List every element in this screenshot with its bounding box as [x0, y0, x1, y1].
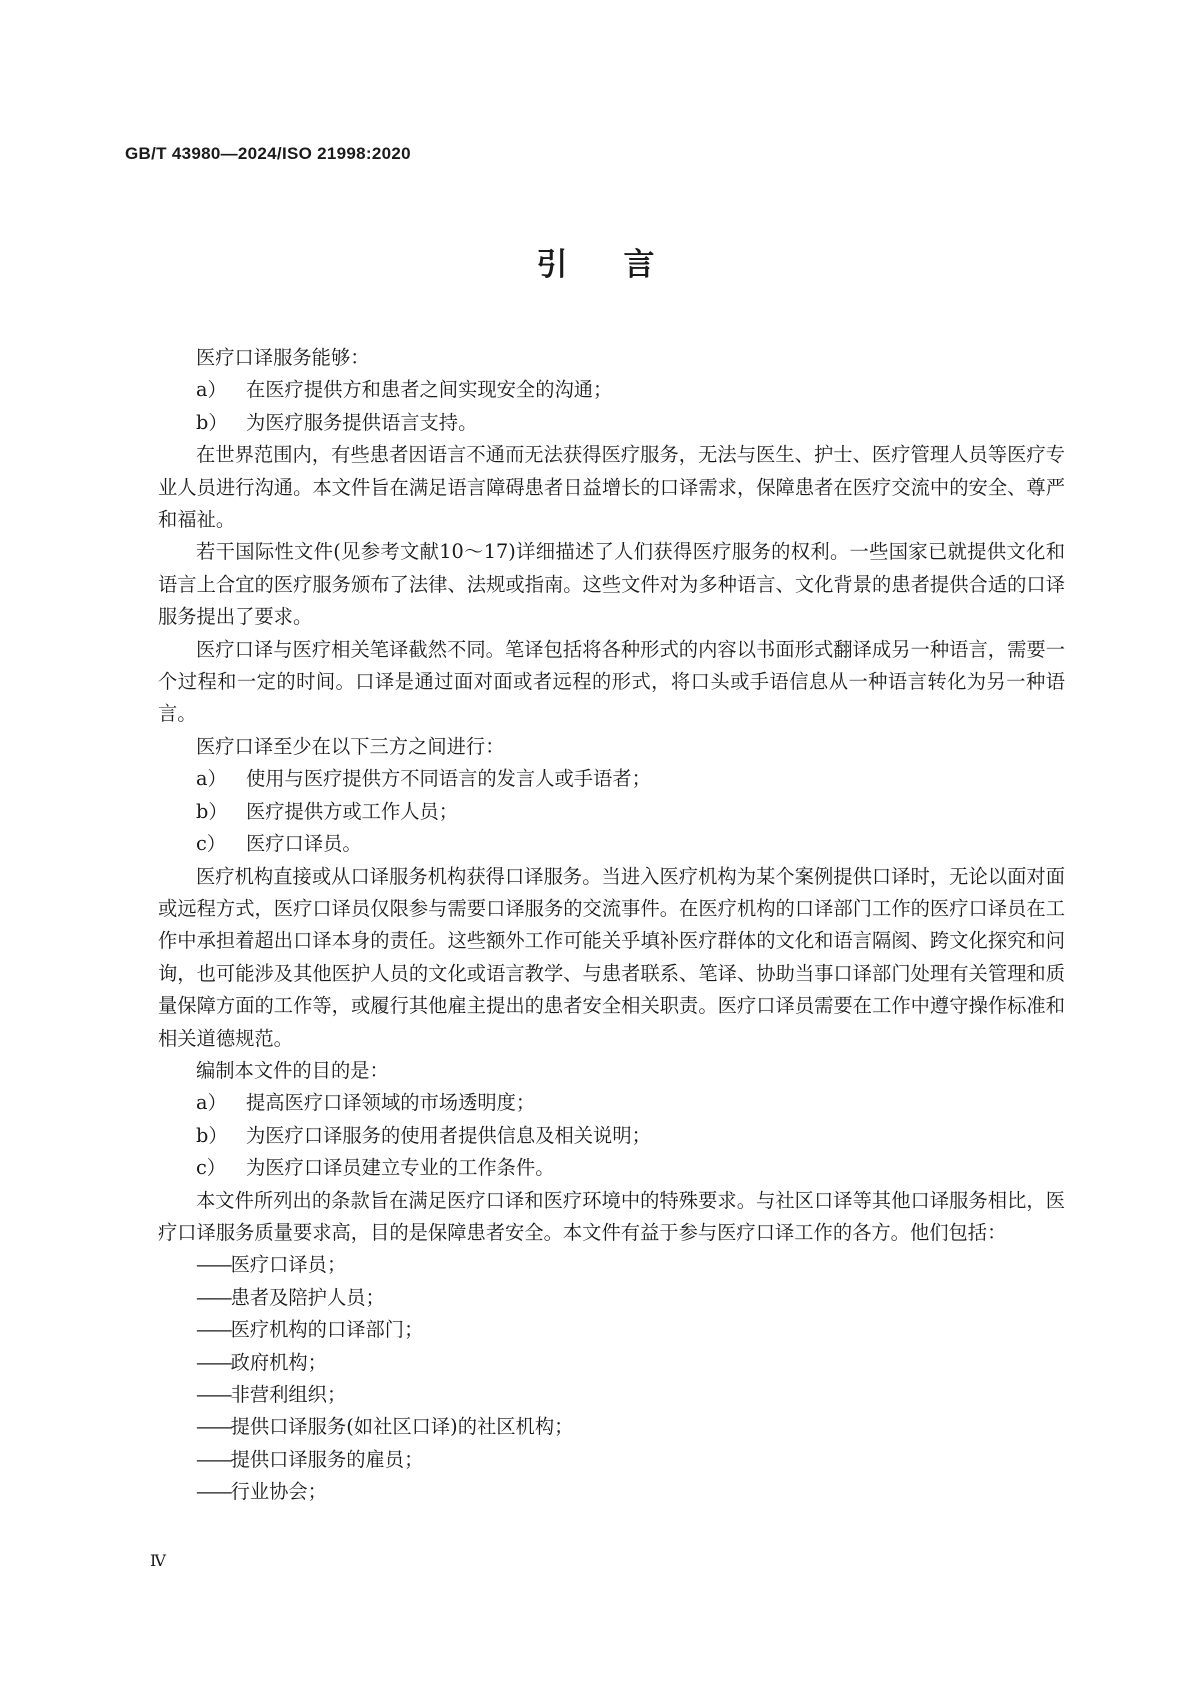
dash-marker: —— [196, 1350, 231, 1374]
list-marker: b） [196, 1123, 228, 1147]
list-marker: c） [196, 1156, 227, 1180]
dash-list-item [158, 1347, 1065, 1379]
document-body [158, 342, 1065, 1509]
dash-list-item [158, 1314, 1065, 1346]
dash-list-item [158, 1476, 1065, 1508]
list-item-text: 为医疗口译员建立专业的工作条件。 [246, 1156, 555, 1180]
dash-marker: —— [196, 1253, 231, 1277]
dash-marker: —— [196, 1285, 231, 1309]
page-title: 引言 [536, 247, 711, 283]
list-item-text: 医疗提供方或工作人员； [246, 799, 459, 823]
standard-code: GB/T 43980—2024/ISO 21998:2020 [125, 144, 411, 163]
list-item [158, 407, 1065, 439]
dash-list-item [158, 1379, 1065, 1411]
dash-item-text: 政府机构； [230, 1350, 327, 1374]
list-item-text: 为医疗口译服务的使用者提供信息及相关说明； [246, 1123, 651, 1147]
paragraph: 编制本文件的目的是： [196, 1058, 389, 1082]
list-marker: a） [196, 767, 227, 791]
paragraph: 若干国际性文件(见参考文献10～17)详细描述了人们获得医疗服务的权利。一些国家已就提供文化和语言上合宜的医疗服务颁布了法律、法规或指南。这些文件对为多种语言、文化背景的患者提供合适的口译服务提出了要求。 [158, 540, 1065, 629]
list-item [158, 1120, 1065, 1152]
list-item-text: 提高医疗口译领域的市场透明度； [246, 1091, 536, 1115]
dash-marker: —— [196, 1318, 231, 1342]
list-item-text: 为医疗服务提供语言支持。 [246, 410, 478, 434]
paragraph: 在世界范围内，有些患者因语言不通而无法获得医疗服务，无法与医生、护士、医疗管理人员等医疗专业人员进行沟通。本文件旨在满足语言障碍患者日益增长的口译需求，保障患者在医疗交流中的安全、尊严和福祉。 [158, 443, 1065, 532]
paragraph: 医疗口译与医疗相关笔译截然不同。笔译包括将各种形式的内容以书面形式翻译成另一种语言，需要一个过程和一定的时间。口译是通过面对面或者远程的形式，将口头或手语信息从一种语言转化为另一种语言。 [158, 637, 1065, 726]
dash-marker: —— [196, 1447, 231, 1471]
dash-list-item [158, 1282, 1065, 1314]
list-marker: a） [196, 1091, 227, 1115]
dash-marker: —— [196, 1415, 231, 1439]
dash-item-text: 行业协会； [230, 1480, 327, 1504]
page-number: Ⅳ [150, 1551, 166, 1570]
list-item-text: 医疗口译员。 [246, 832, 362, 856]
dash-item-text: 提供口译服务(如社区口译)的社区机构； [230, 1415, 574, 1439]
list-item [158, 374, 1065, 406]
dash-item-text: 非营利组织； [230, 1383, 347, 1406]
list-item [158, 796, 1065, 828]
dash-item-text: 患者及陪护人员； [230, 1285, 385, 1309]
list-item [158, 828, 1065, 860]
paragraph: 本文件所列出的条款旨在满足医疗口译和医疗环境中的特殊要求。与社区口译等其他口译服务相比，医疗口译服务质量要求高，目的是保障患者安全。本文件有益于参与医疗口译工作的各方。他们包括： [158, 1188, 1065, 1244]
dash-list-item [158, 1444, 1065, 1476]
list-marker: b） [196, 410, 228, 434]
list-marker: b） [196, 799, 228, 823]
paragraph: 医疗机构直接或从口译服务机构获得口译服务。当进入医疗机构为某个案例提供口译时，无论以面对面或远程方式，医疗口译员仅限参与需要口译服务的交流事件。在医疗机构的口译部门工作的医疗口译员在工作中承担着超出口译本身的责任。这些额外工作可能关乎填补医疗群体的文化和语言隔阂、跨文化探究和问询，也可能涉及其他医护人员的文化或语言教学、与患者联系、笔译、协助当事口译部门处理有关管理和质量保障方面的工作等，或履行其他雇主提出的患者安全相关职责。医疗口译员需要在工作中遵守操作标准和相关道德规范。 [158, 864, 1065, 1050]
list-item-text: 使用与医疗提供方不同语言的发言人或手语者； [246, 767, 651, 791]
dash-item-text: 提供口译服务的雇员； [230, 1447, 424, 1471]
dash-list-item [158, 1249, 1065, 1281]
dash-marker: —— [196, 1383, 231, 1406]
dash-item-text: 医疗口译员； [230, 1253, 347, 1277]
paragraph: 医疗口译至少在以下三方之间进行： [196, 734, 505, 758]
list-item-text: 在医疗提供方和患者之间实现安全的沟通； [246, 378, 613, 402]
list-marker: a） [196, 378, 227, 402]
dash-list-item [158, 1411, 1065, 1443]
dash-marker: —— [196, 1480, 231, 1504]
list-item [158, 1087, 1065, 1119]
list-item [158, 1152, 1065, 1184]
list-marker: c） [196, 832, 227, 856]
dash-item-text: 医疗机构的口译部门； [230, 1318, 424, 1342]
paragraph: 医疗口译服务能够： [196, 346, 370, 369]
list-item [158, 763, 1065, 795]
